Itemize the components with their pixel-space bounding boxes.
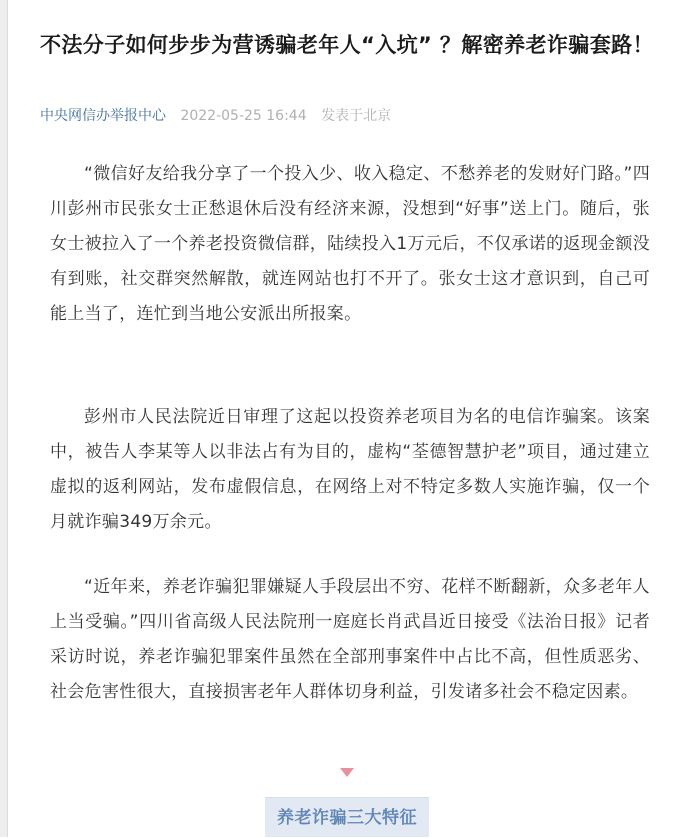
- left-border: [0, 0, 8, 837]
- publish-location: 发表于北京: [321, 108, 392, 124]
- article-paragraph-2: 彭州市人民法院近日审理了这起以投资养老项目为名的电信诈骗案。该案中，被告人李某等人以非法占有为目的，虚构“荃德智慧护老”项目，通过建立虚拟的返利网站，发布虚假信息，在网络上对不特定多数人实施诈骗，仅一个月就诈骗349万余元。: [50, 407, 650, 532]
- source-link[interactable]: 中央网信办举报中心: [40, 108, 166, 124]
- triangle-down-icon: [340, 768, 354, 777]
- article-title: 不法分子如何步步为营诱骗老年人“入坑” ？解密养老诈骗套路！: [40, 33, 654, 57]
- article-meta: [40, 104, 391, 128]
- section-heading: 养老诈骗三大特征: [265, 797, 429, 837]
- article-paragraph-1: “微信好友给我分享了一个投入少、收入稳定、不愁养老的发财好门路。”四川彭州市民张女士正愁退休后没有经济来源，没想到“好事”送上门。随后，张女士被拉入了一个养老投资微信群，陆续投入1万元后，不仅承诺的返现金额没有到账，社交群突然解散，就连网站也打不开了。张女士这才意识到，自己可能上当了，连忙到当地公安派出所报案。: [50, 164, 650, 324]
- article-paragraph-3: “近年来，养老诈骗犯罪嫌疑人手段层出不穷、花样不断翻新，众多老年人上当受骗。”四川省高级人民法院刑一庭庭长肖武昌近日接受《法治日报》记者采访时说，养老诈骗犯罪案件虽然在全部刑事案件中占比不高，但性质恶劣、社会危害性很大，直接损害老年人群体切身利益，引发诸多社会不稳定因素。: [50, 577, 650, 702]
- publish-datetime: 2022-05-25 16:44: [180, 108, 307, 124]
